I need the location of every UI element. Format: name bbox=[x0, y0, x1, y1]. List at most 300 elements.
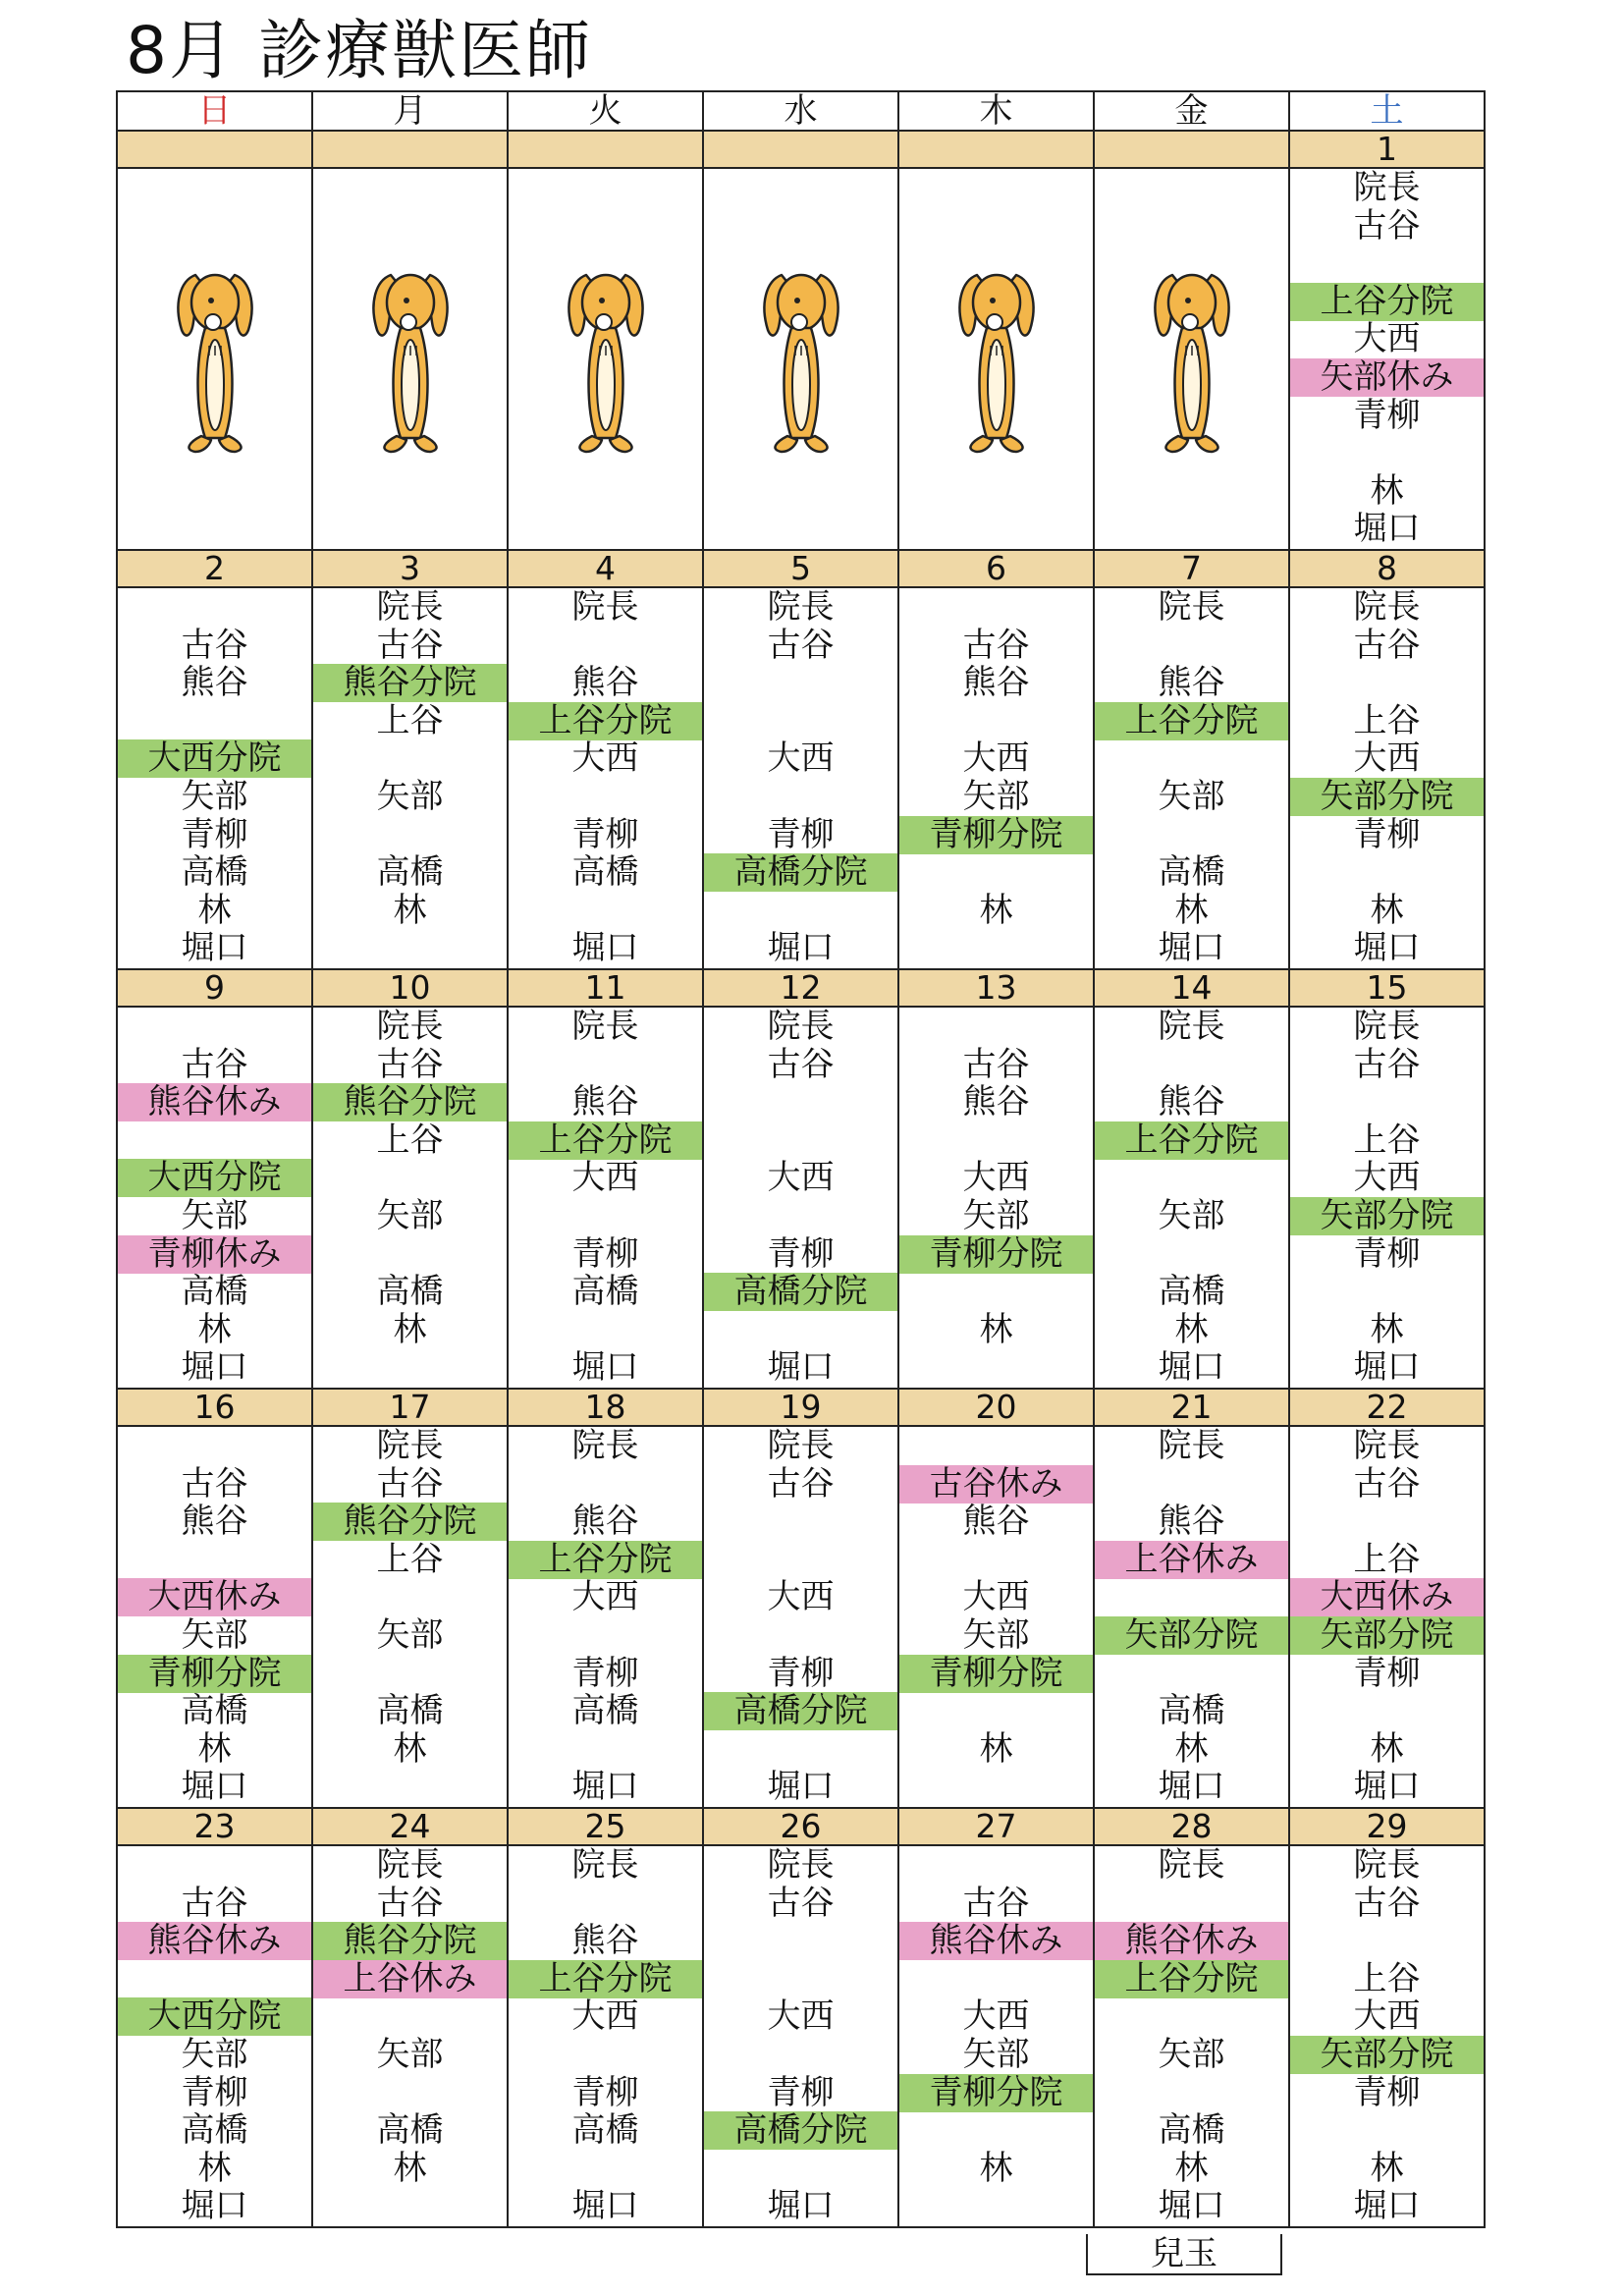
day-cell bbox=[1289, 168, 1485, 550]
day-cell bbox=[703, 1426, 898, 1808]
vet-name: 青柳 bbox=[767, 1653, 835, 1693]
vet-name: 熊谷 bbox=[571, 1502, 639, 1542]
week-1-body bbox=[117, 587, 1485, 969]
branch-duty: 青柳分院 bbox=[899, 816, 1093, 854]
day-number bbox=[898, 131, 1094, 168]
vet-name: 林 bbox=[1370, 1728, 1404, 1769]
day-off: 上谷休み bbox=[1095, 1541, 1288, 1579]
vet-name: 堀口 bbox=[1158, 2186, 1225, 2226]
branch-duty: 上谷分院 bbox=[509, 1960, 702, 1998]
branch-duty: 大西分院 bbox=[118, 739, 311, 778]
day-cell bbox=[508, 1845, 703, 2227]
day-number: 2 bbox=[117, 550, 312, 587]
day-number: 14 bbox=[1094, 969, 1289, 1007]
vet-name: 院長 bbox=[376, 1007, 444, 1046]
vet-name: 熊谷 bbox=[571, 663, 639, 703]
vet-name: 青柳 bbox=[1353, 395, 1421, 435]
branch-duty: 高橋分院 bbox=[704, 1273, 897, 1311]
branch-duty: 大西分院 bbox=[118, 1997, 311, 2036]
vet-name: 古谷 bbox=[376, 1883, 444, 1923]
vet-name: 院長 bbox=[1353, 587, 1421, 627]
vet-name: 林 bbox=[979, 1728, 1013, 1769]
vet-name: 堀口 bbox=[571, 1347, 639, 1388]
vet-name: 堀口 bbox=[181, 2186, 248, 2226]
branch-duty: 上谷分院 bbox=[1290, 283, 1484, 321]
vet-name: 堀口 bbox=[571, 2186, 639, 2226]
day-cell bbox=[898, 1007, 1094, 1389]
branch-duty: 高橋分院 bbox=[704, 1692, 897, 1730]
vet-name: 矢部 bbox=[1158, 1196, 1225, 1235]
vet-name: 古谷 bbox=[767, 1044, 835, 1084]
day-off: 大西休み bbox=[118, 1578, 311, 1616]
vet-name: 大西 bbox=[1353, 738, 1421, 779]
vet-name: 青柳 bbox=[571, 1233, 639, 1274]
vet-name: 大西 bbox=[571, 1577, 639, 1617]
vet-name: 林 bbox=[1174, 1309, 1209, 1349]
day-cell bbox=[703, 587, 898, 969]
day-cell bbox=[1289, 1426, 1485, 1808]
day-cell bbox=[1289, 587, 1485, 969]
vet-name: 大西 bbox=[571, 1158, 639, 1198]
vet-name: 古谷 bbox=[962, 1044, 1030, 1084]
branch-duty: 矢部分院 bbox=[1290, 2036, 1484, 2074]
vet-name: 大西 bbox=[767, 1158, 835, 1198]
vet-name: 大西 bbox=[1353, 1158, 1421, 1198]
day-number: 20 bbox=[898, 1389, 1094, 1426]
vet-name: 青柳 bbox=[767, 1233, 835, 1274]
vet-name: 堀口 bbox=[1158, 928, 1225, 968]
week-0-dates bbox=[117, 131, 1485, 168]
day-number bbox=[312, 131, 508, 168]
vet-name: 院長 bbox=[571, 1426, 639, 1465]
vet-name: 堀口 bbox=[181, 928, 248, 968]
day-off: 熊谷休み bbox=[118, 1922, 311, 1960]
day-cell bbox=[898, 1426, 1094, 1808]
vet-name: 大西 bbox=[962, 1158, 1030, 1198]
vet-name: 大西 bbox=[767, 1577, 835, 1617]
vet-name: 高橋 bbox=[376, 1272, 444, 1312]
vet-name: 古谷 bbox=[962, 1883, 1030, 1923]
vet-name: 古谷 bbox=[1353, 1883, 1421, 1923]
vet-name: 矢部 bbox=[181, 1615, 248, 1655]
vet-name: 院長 bbox=[1353, 1007, 1421, 1046]
branch-duty: 熊谷分院 bbox=[313, 1083, 507, 1121]
day-number: 24 bbox=[312, 1808, 508, 1845]
vet-name: 上谷 bbox=[376, 1120, 444, 1160]
branch-duty: 熊谷分院 bbox=[313, 1503, 507, 1541]
rabbit-icon bbox=[156, 261, 274, 458]
day-cell bbox=[1094, 1845, 1289, 2227]
day-cell bbox=[898, 1845, 1094, 2227]
vet-name: 青柳 bbox=[571, 1653, 639, 1693]
vet-name: 熊谷 bbox=[1158, 1082, 1225, 1122]
weekday-3: 水 bbox=[703, 91, 898, 131]
day-number: 10 bbox=[312, 969, 508, 1007]
vet-name: 院長 bbox=[767, 1845, 835, 1885]
day-cell bbox=[117, 1845, 312, 2227]
branch-duty: 高橋分院 bbox=[704, 2111, 897, 2150]
day-off: 上谷休み bbox=[313, 1960, 507, 1998]
vet-name: 林 bbox=[1370, 1309, 1404, 1349]
day-cell bbox=[312, 1845, 508, 2227]
day-off: 熊谷休み bbox=[118, 1083, 311, 1121]
vet-name: 古谷 bbox=[1353, 1463, 1421, 1503]
weekday-2: 火 bbox=[508, 91, 703, 131]
day-cell bbox=[1289, 1007, 1485, 1389]
vet-name: 院長 bbox=[1158, 1426, 1225, 1465]
vet-name: 熊谷 bbox=[571, 1921, 639, 1961]
branch-duty: 矢部分院 bbox=[1290, 1616, 1484, 1655]
branch-duty: 上谷分院 bbox=[509, 702, 702, 740]
vet-name: 熊谷 bbox=[1158, 663, 1225, 703]
branch-duty: 熊谷分院 bbox=[313, 1922, 507, 1960]
vet-name: 院長 bbox=[767, 587, 835, 627]
vet-name: 高橋 bbox=[376, 1691, 444, 1731]
branch-duty: 青柳分院 bbox=[118, 1655, 311, 1693]
day-cell bbox=[117, 1007, 312, 1389]
vet-name: 院長 bbox=[1353, 1426, 1421, 1465]
day-number: 8 bbox=[1289, 550, 1485, 587]
vet-name: 堀口 bbox=[767, 1767, 835, 1807]
day-number: 27 bbox=[898, 1808, 1094, 1845]
vet-name: 院長 bbox=[376, 587, 444, 627]
vet-name: 矢部 bbox=[181, 777, 248, 816]
vet-name: 堀口 bbox=[181, 1767, 248, 1807]
day-cell bbox=[312, 1426, 508, 1808]
vet-name: 院長 bbox=[1158, 1845, 1225, 1885]
day-number: 12 bbox=[703, 969, 898, 1007]
rabbit-icon bbox=[1133, 261, 1251, 458]
vet-name: 大西 bbox=[962, 1577, 1030, 1617]
day-number: 22 bbox=[1289, 1389, 1485, 1426]
vet-name: 林 bbox=[197, 890, 232, 930]
vet-name: 大西 bbox=[571, 738, 639, 779]
vet-name: 林 bbox=[393, 1728, 427, 1769]
day-number: 28 bbox=[1094, 1808, 1289, 1845]
weekday-5: 金 bbox=[1094, 91, 1289, 131]
vet-name: 熊谷 bbox=[962, 1082, 1030, 1122]
vet-name: 青柳 bbox=[181, 814, 248, 854]
branch-duty: 大西分院 bbox=[118, 1159, 311, 1197]
vet-name: 高橋 bbox=[376, 852, 444, 893]
vet-name: 院長 bbox=[1158, 1007, 1225, 1046]
day-cell bbox=[312, 587, 508, 969]
week-4-dates bbox=[117, 1808, 1485, 1845]
vet-name: 林 bbox=[393, 1309, 427, 1349]
vet-name: 大西 bbox=[1353, 319, 1421, 359]
day-cell bbox=[1289, 1845, 1485, 2227]
day-cell bbox=[117, 587, 312, 969]
day-cell bbox=[508, 1426, 703, 1808]
vet-name: 矢部 bbox=[376, 2035, 444, 2074]
branch-duty: 矢部分院 bbox=[1290, 778, 1484, 816]
day-number: 19 bbox=[703, 1389, 898, 1426]
vet-name: 堀口 bbox=[767, 1347, 835, 1388]
vet-name: 堀口 bbox=[767, 928, 835, 968]
calendar-table bbox=[116, 90, 1486, 2228]
vet-name: 熊谷 bbox=[962, 663, 1030, 703]
vet-name: 堀口 bbox=[571, 928, 639, 968]
vet-name: 青柳 bbox=[767, 2072, 835, 2112]
vet-name: 矢部 bbox=[962, 1196, 1030, 1235]
vet-name: 矢部 bbox=[962, 1615, 1030, 1655]
branch-duty: 青柳分院 bbox=[899, 2074, 1093, 2112]
day-number: 7 bbox=[1094, 550, 1289, 587]
vet-name: 古谷 bbox=[767, 1883, 835, 1923]
vet-name: 上谷 bbox=[1353, 1120, 1421, 1160]
branch-duty: 矢部分院 bbox=[1290, 1197, 1484, 1235]
vet-name: 古谷 bbox=[767, 1463, 835, 1503]
vet-name: 院長 bbox=[571, 587, 639, 627]
vet-name: 林 bbox=[393, 2148, 427, 2188]
week-2-dates bbox=[117, 969, 1485, 1007]
vet-name: 上谷 bbox=[1353, 1539, 1421, 1579]
weekday-header bbox=[117, 91, 1485, 131]
branch-duty: 上谷分院 bbox=[509, 1541, 702, 1579]
vet-name: 青柳 bbox=[1353, 1233, 1421, 1274]
vet-name: 古谷 bbox=[376, 1044, 444, 1084]
vet-name: 堀口 bbox=[1158, 1767, 1225, 1807]
vet-name: 林 bbox=[197, 1309, 232, 1349]
day-off: 熊谷休み bbox=[1095, 1922, 1288, 1960]
day-cell bbox=[312, 1007, 508, 1389]
vet-name: 高橋 bbox=[376, 2110, 444, 2151]
empty-day-cell bbox=[117, 168, 312, 550]
day-cell bbox=[898, 587, 1094, 969]
vet-name: 古谷 bbox=[181, 1044, 248, 1084]
day-cell bbox=[1094, 587, 1289, 969]
vet-name: 矢部 bbox=[1158, 2035, 1225, 2074]
day-off: 古谷休み bbox=[899, 1465, 1093, 1503]
vet-name: 熊谷 bbox=[571, 1082, 639, 1122]
day-number: 25 bbox=[508, 1808, 703, 1845]
vet-name: 青柳 bbox=[181, 2072, 248, 2112]
vet-name: 古谷 bbox=[1353, 205, 1421, 246]
day-off: 青柳休み bbox=[118, 1235, 311, 1274]
vet-name: 上谷 bbox=[1353, 1958, 1421, 1998]
vet-name: 矢部 bbox=[962, 2035, 1030, 2074]
vet-name: 林 bbox=[1174, 1728, 1209, 1769]
day-number: 13 bbox=[898, 969, 1094, 1007]
vet-name: 堀口 bbox=[1353, 2186, 1421, 2226]
day-number: 26 bbox=[703, 1808, 898, 1845]
vet-name: 高橋 bbox=[181, 2110, 248, 2151]
weekday-4: 木 bbox=[898, 91, 1094, 131]
rabbit-icon bbox=[352, 261, 469, 458]
vet-name: 矢部 bbox=[376, 1196, 444, 1235]
vet-name: 林 bbox=[393, 890, 427, 930]
vet-name: 高橋 bbox=[571, 852, 639, 893]
vet-name: 熊谷 bbox=[181, 663, 248, 703]
weekday-6: 土 bbox=[1289, 91, 1485, 131]
vet-name: 院長 bbox=[767, 1426, 835, 1465]
vet-name: 院長 bbox=[376, 1426, 444, 1465]
day-cell bbox=[117, 1426, 312, 1808]
vet-name: 高橋 bbox=[181, 1272, 248, 1312]
vet-name: 林 bbox=[1174, 2148, 1209, 2188]
vet-name: 林 bbox=[1370, 2148, 1404, 2188]
vet-name: 林 bbox=[197, 1728, 232, 1769]
weekday-1: 月 bbox=[312, 91, 508, 131]
vet-name: 矢部 bbox=[376, 777, 444, 816]
day-number: 1 bbox=[1289, 131, 1485, 168]
rabbit-icon bbox=[938, 261, 1055, 458]
day-off: 矢部休み bbox=[1290, 358, 1484, 397]
calendar bbox=[116, 90, 1471, 2235]
vet-name: 矢部 bbox=[376, 1615, 444, 1655]
day-off: 大西休み bbox=[1290, 1578, 1484, 1616]
branch-duty: 矢部分院 bbox=[1095, 1616, 1288, 1655]
week-4-body bbox=[117, 1845, 1485, 2227]
vet-name: 高橋 bbox=[1158, 1691, 1225, 1731]
vet-name: 古谷 bbox=[181, 625, 248, 665]
empty-day-cell bbox=[703, 168, 898, 550]
vet-name: 矢部 bbox=[181, 2035, 248, 2074]
vet-name: 古谷 bbox=[181, 1463, 248, 1503]
vet-name: 青柳 bbox=[1353, 814, 1421, 854]
vet-name: 上谷 bbox=[376, 700, 444, 740]
week-3-body bbox=[117, 1426, 1485, 1808]
day-number: 4 bbox=[508, 550, 703, 587]
rabbit-icon bbox=[547, 261, 665, 458]
day-number: 15 bbox=[1289, 969, 1485, 1007]
vet-name: 古谷 bbox=[1353, 625, 1421, 665]
vet-name: 大西 bbox=[767, 1996, 835, 2037]
vet-name: 熊谷 bbox=[181, 1502, 248, 1542]
week-2-body bbox=[117, 1007, 1485, 1389]
vet-name: 青柳 bbox=[571, 814, 639, 854]
vet-name: 林 bbox=[1370, 470, 1404, 511]
empty-day-cell bbox=[508, 168, 703, 550]
branch-duty: 上谷分院 bbox=[1095, 702, 1288, 740]
vet-name: 古谷 bbox=[376, 1463, 444, 1503]
vet-name: 大西 bbox=[1353, 1996, 1421, 2037]
day-off: 熊谷休み bbox=[899, 1922, 1093, 1960]
vet-name: 熊谷 bbox=[962, 1502, 1030, 1542]
empty-day-cell bbox=[898, 168, 1094, 550]
empty-day-cell bbox=[1094, 168, 1289, 550]
day-number: 18 bbox=[508, 1389, 703, 1426]
vet-name: 矢部 bbox=[1158, 777, 1225, 816]
vet-name: 院長 bbox=[1158, 587, 1225, 627]
vet-name: 上谷 bbox=[376, 1539, 444, 1579]
vet-name: 院長 bbox=[571, 1007, 639, 1046]
page-title: 8月 診療獣医師 bbox=[126, 13, 592, 88]
vet-name: 院長 bbox=[767, 1007, 835, 1046]
day-number bbox=[117, 131, 312, 168]
vet-name: 院長 bbox=[376, 1845, 444, 1885]
branch-duty: 上谷分院 bbox=[1095, 1121, 1288, 1160]
vet-name: 高橋 bbox=[571, 2110, 639, 2151]
vet-name: 高橋 bbox=[1158, 2110, 1225, 2151]
vet-name: 青柳 bbox=[571, 2072, 639, 2112]
vet-name: 林 bbox=[1174, 890, 1209, 930]
vet-name: 矢部 bbox=[962, 777, 1030, 816]
day-cell bbox=[1094, 1426, 1289, 1808]
vet-name: 高橋 bbox=[181, 1691, 248, 1731]
day-cell bbox=[703, 1845, 898, 2227]
vet-name: 堀口 bbox=[1353, 1767, 1421, 1807]
day-number: 17 bbox=[312, 1389, 508, 1426]
vet-name: 堀口 bbox=[1353, 1347, 1421, 1388]
vet-name: 林 bbox=[1370, 890, 1404, 930]
vet-name: 大西 bbox=[962, 1996, 1030, 2037]
vet-name: 青柳 bbox=[1353, 1653, 1421, 1693]
vet-name: 熊谷 bbox=[1158, 1502, 1225, 1542]
vet-name: 高橋 bbox=[571, 1691, 639, 1731]
day-number bbox=[1094, 131, 1289, 168]
vet-name: 上谷 bbox=[1353, 700, 1421, 740]
day-cell bbox=[1094, 1007, 1289, 1389]
day-number: 29 bbox=[1289, 1808, 1485, 1845]
day-number: 21 bbox=[1094, 1389, 1289, 1426]
day-number bbox=[508, 131, 703, 168]
vet-name: 矢部 bbox=[181, 1196, 248, 1235]
vet-name: 林 bbox=[979, 890, 1013, 930]
vet-name: 院長 bbox=[1353, 168, 1421, 207]
vet-name: 青柳 bbox=[1353, 2072, 1421, 2112]
vet-name: 院長 bbox=[571, 1845, 639, 1885]
weekday-0: 日 bbox=[117, 91, 312, 131]
vet-name: 高橋 bbox=[571, 1272, 639, 1312]
day-cell bbox=[703, 1007, 898, 1389]
vet-name: 古谷 bbox=[962, 625, 1030, 665]
branch-duty: 上谷分院 bbox=[1095, 1960, 1288, 1998]
day-number: 16 bbox=[117, 1389, 312, 1426]
empty-day-cell bbox=[312, 168, 508, 550]
branch-duty: 高橋分院 bbox=[704, 853, 897, 892]
day-number: 6 bbox=[898, 550, 1094, 587]
vet-name: 堀口 bbox=[181, 1347, 248, 1388]
extra-note: 兒玉 bbox=[1086, 2234, 1282, 2275]
vet-name: 堀口 bbox=[1158, 1347, 1225, 1388]
day-number: 3 bbox=[312, 550, 508, 587]
vet-name: 古谷 bbox=[181, 1883, 248, 1923]
branch-duty: 上谷分院 bbox=[509, 1121, 702, 1160]
branch-duty: 熊谷分院 bbox=[313, 664, 507, 702]
vet-name: 林 bbox=[979, 1309, 1013, 1349]
vet-name: 堀口 bbox=[571, 1767, 639, 1807]
vet-name: 古谷 bbox=[767, 625, 835, 665]
day-number: 5 bbox=[703, 550, 898, 587]
day-number: 9 bbox=[117, 969, 312, 1007]
day-cell bbox=[508, 587, 703, 969]
vet-name: 林 bbox=[197, 2148, 232, 2188]
vet-name: 院長 bbox=[1353, 1845, 1421, 1885]
vet-name: 林 bbox=[979, 2148, 1013, 2188]
day-number: 23 bbox=[117, 1808, 312, 1845]
vet-name: 古谷 bbox=[1353, 1044, 1421, 1084]
vet-name: 大西 bbox=[571, 1996, 639, 2037]
vet-name: 堀口 bbox=[1353, 509, 1421, 549]
vet-name: 高橋 bbox=[1158, 852, 1225, 893]
rabbit-icon bbox=[742, 261, 860, 458]
vet-name: 大西 bbox=[767, 738, 835, 779]
vet-name: 青柳 bbox=[767, 814, 835, 854]
vet-name: 堀口 bbox=[767, 2186, 835, 2226]
day-cell bbox=[508, 1007, 703, 1389]
week-1-dates bbox=[117, 550, 1485, 587]
vet-name: 高橋 bbox=[1158, 1272, 1225, 1312]
day-number bbox=[703, 131, 898, 168]
vet-name: 堀口 bbox=[1353, 928, 1421, 968]
vet-name: 高橋 bbox=[181, 852, 248, 893]
vet-name: 古谷 bbox=[376, 625, 444, 665]
week-0-body bbox=[117, 168, 1485, 550]
branch-duty: 青柳分院 bbox=[899, 1235, 1093, 1274]
day-number: 11 bbox=[508, 969, 703, 1007]
week-3-dates bbox=[117, 1389, 1485, 1426]
